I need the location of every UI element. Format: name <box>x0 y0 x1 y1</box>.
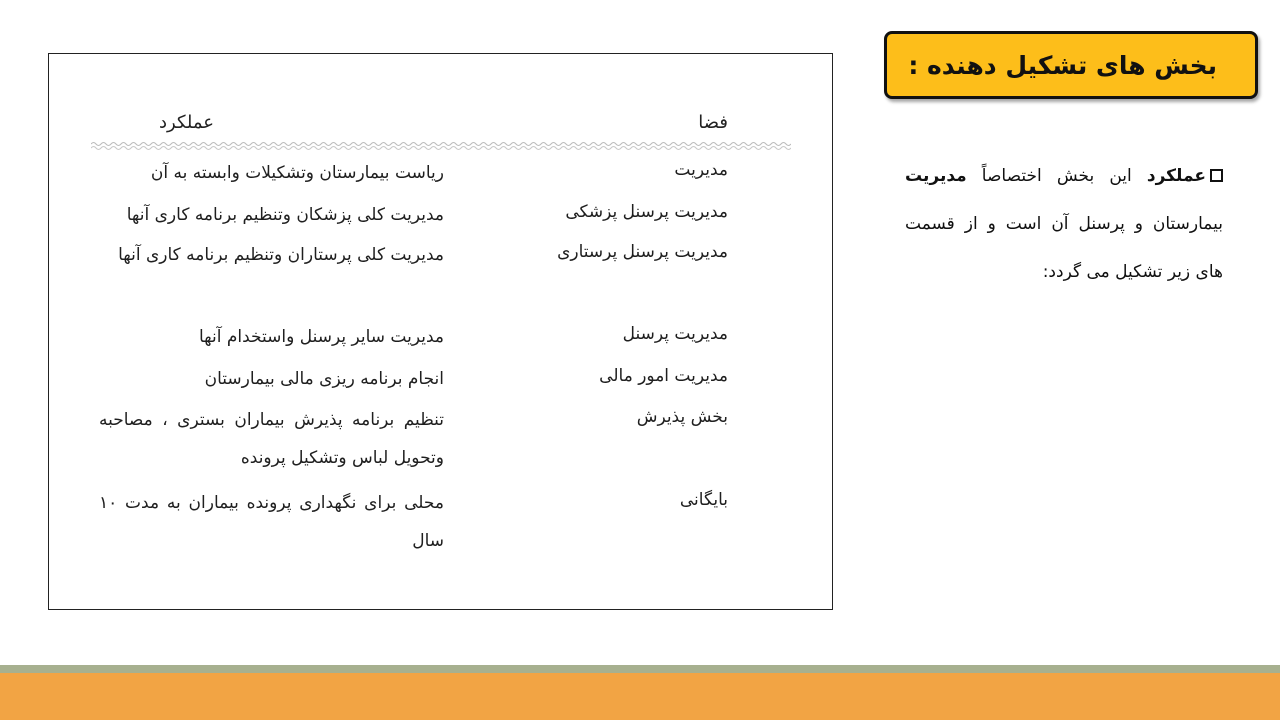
table-row-space: مدیریت پرسنل پزشکی <box>565 202 728 222</box>
table-row-function: انجام برنامه ریزی مالی بیمارستان <box>204 369 444 389</box>
table-row-space: بایگانی <box>679 490 728 510</box>
functions-table <box>48 53 833 610</box>
table-row-space: مدیریت <box>674 160 728 180</box>
table-row-function: مدیریت سایر پرسنل واستخدام آنها <box>199 327 444 347</box>
section-title-box <box>884 31 1258 99</box>
bold-term-management: مدیریت <box>905 166 967 186</box>
table-row-function: ریاست بیمارستان وتشکیلات وابسته به آن <box>150 163 444 183</box>
table-row-space: مدیریت امور مالی <box>599 366 728 386</box>
description-text-1: این بخش اختصاصاً <box>966 166 1147 186</box>
table-row-space: مدیریت پرسنل <box>622 324 728 344</box>
table-row-space: مدیریت پرسنل پرستاری <box>557 242 728 262</box>
footer-band-orange <box>0 673 1280 720</box>
table-row-function: محلی برای نگهداری پرونده بیماران به مدت ۱۰ سال <box>99 493 444 551</box>
table-row-function: مدیریت کلی پرستاران وتنظیم برنامه کاری آنها <box>118 245 444 265</box>
description-paragraph <box>905 152 1223 296</box>
footer-band-green <box>0 665 1280 673</box>
description-text-2: بیمارستان و پرسنل آن است و از قسمت های زیر تشکیل می گردد: <box>905 214 1223 282</box>
section-title: بخش های تشکیل دهنده : <box>908 50 1217 80</box>
checkbox-bullet-icon <box>1210 169 1223 182</box>
table-row-space: بخش پذیرش <box>636 407 728 427</box>
table-row-function: مدیریت کلی پزشکان وتنظیم برنامه کاری آنها <box>126 205 444 225</box>
header-divider <box>91 141 791 151</box>
header-space: فضا <box>698 112 728 133</box>
table-row-function: تنظیم برنامه پذیرش بیماران بستری ، مصاحبه وتحویل لباس وتشکیل پرونده <box>99 410 444 468</box>
header-function: عملکرد <box>159 112 214 133</box>
bold-term-function: عملکرد <box>1146 166 1206 186</box>
